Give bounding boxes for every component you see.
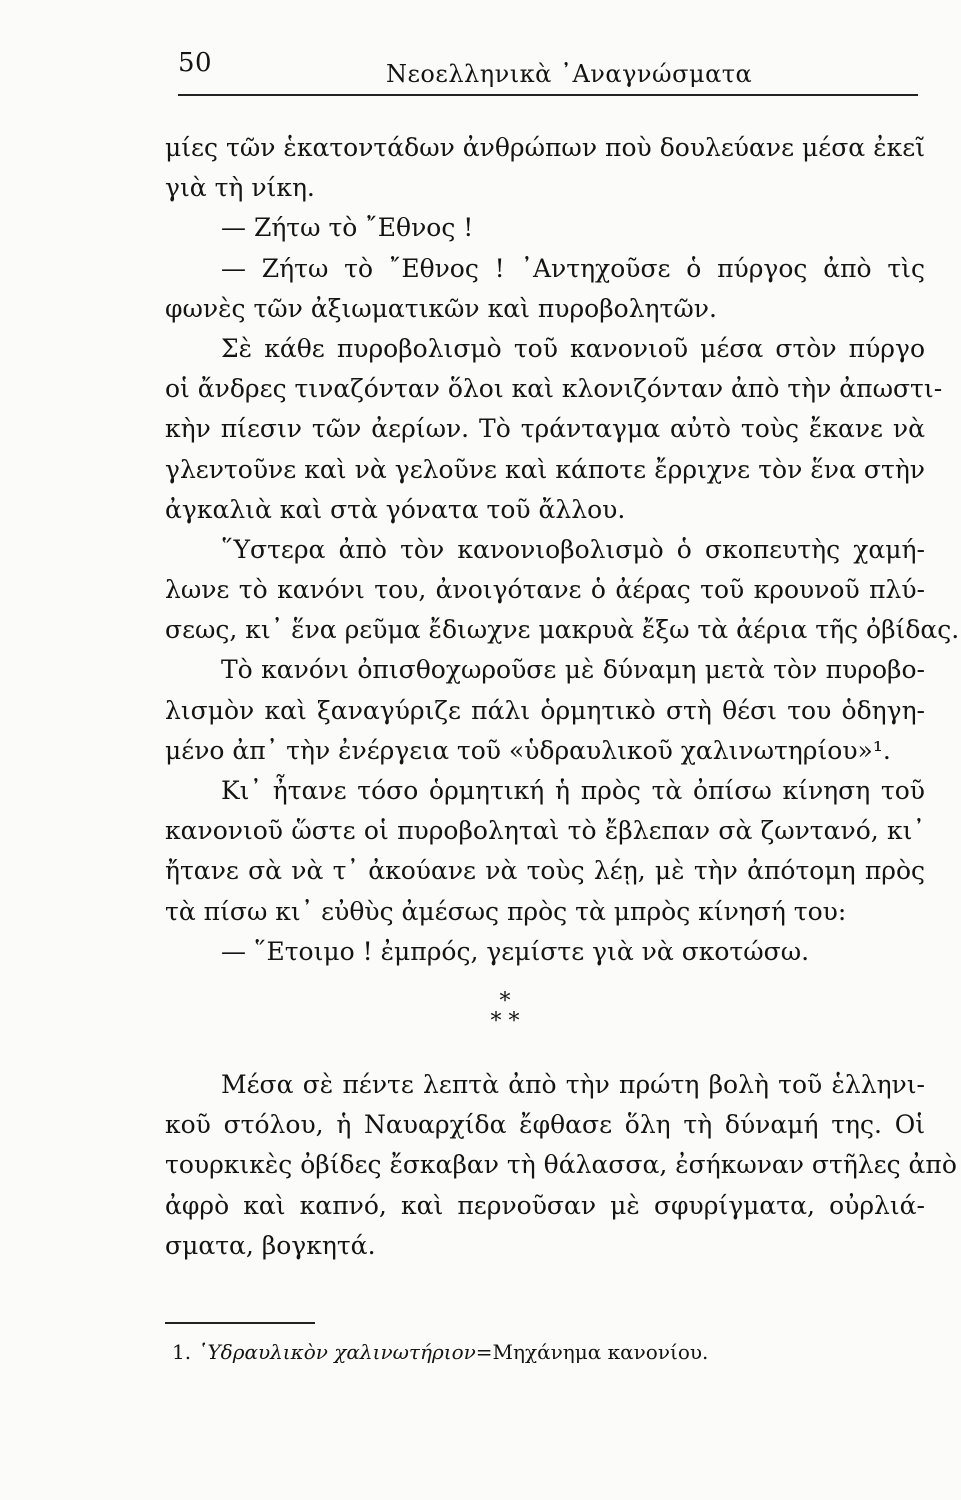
text-line: μίες τῶν ἑκατοντάδων ἀνθρώπων ποὺ δουλεύανε μέσα ἐκεῖ [165, 133, 925, 162]
section-break-top-star: * [499, 989, 511, 1014]
text-line: — ῞Ετοιμο ! ἐμπρός, γεμίστε γιὰ νὰ σκοτώσω. [221, 936, 810, 966]
section-break [470, 989, 540, 1034]
paragraph [165, 329, 943, 530]
text-line: κὴν πίεσιν τῶν ἀερίων. Τὸ τράνταγμα αὐτὸ τοὺς ἔκανε νὰ [165, 414, 925, 444]
footnote [172, 1340, 708, 1364]
text-line: σματα, βογκητά. [165, 1230, 376, 1260]
paragraph [165, 530, 960, 651]
text-line: ἤτανε σὰ νὰ τ᾿ ἀκούανε νὰ τοὺς λέῃ, μὲ τὴν ἀπότομη πρὸς [165, 856, 925, 886]
paragraph [165, 249, 925, 329]
second-section-text [165, 1065, 957, 1266]
text-line: — Ζήτω τὸ ῎Εθνος ! [221, 213, 474, 243]
text-line: κανονιοῦ ὥστε οἱ πυροβοληταὶ τὸ ἔβλεπαν σὰ ζωντανό, κι᾿ [165, 816, 925, 846]
text-line: γιὰ τὴ νίκη. [165, 173, 315, 203]
running-title: Νεοελληνικὰ ᾿Αναγνώσματα [386, 60, 753, 88]
text-line: κοῦ στόλου, ἡ Ναυαρχίδα ἔφθασε ὅλη τὴ δύναμή της. Οἱ [165, 1110, 925, 1140]
text-line: λισμὸν καὶ ξαναγύριζε πάλι ὁρμητικὸ στὴ θέσι του ὁδηγη- [165, 695, 925, 725]
text-line: ἀφρὸ καὶ καπνό, καὶ περνοῦσαν μὲ σφυρίγματα, οὐρλιά- [165, 1190, 925, 1220]
text-line: σεως, κι᾿ ἕνα ρεῦμα ἔδιωχνε μακρυὰ ἔξω τὰ ἀέρια τῆς ὀβίδας. [165, 615, 960, 645]
text-line: φωνὲς τῶν ἀξιωματικῶν καὶ πυροβολητῶν. [165, 293, 717, 323]
paragraph [165, 128, 925, 208]
text-line: τουρκικὲς ὀβίδες ἔσκαβαν τὴ θάλασσα, ἐσήκωναν στῆλες ἀπὸ [165, 1150, 957, 1180]
text-line: γλεντοῦνε καὶ νὰ γελοῦνε καὶ κάποτε ἔρριχνε τὸν ἕνα στὴν [165, 454, 925, 484]
text-line: Τὸ κανόνι ὀπισθοχωροῦσε μὲ δύναμη μετὰ τὸν πυροβο- [221, 655, 925, 685]
text-line: Μέσα σὲ πέντε λεπτὰ ἀπὸ τὴν πρώτη βολὴ τοῦ ἑλληνι- [221, 1070, 925, 1099]
text-line: — Ζήτω τὸ ῎Εθνος ! ᾿Αντηχοῦσε ὁ πύργος ἀπὸ τὶς [221, 253, 925, 283]
footnote-term: ῾Υδραυλικὸν χαλινωτήριον [197, 1340, 476, 1364]
header-rule [178, 94, 918, 96]
text-line: Κι᾿ ἦτανε τόσο ὁρμητική ἡ πρὸς τὰ ὀπίσω κίνηση τοῦ [221, 776, 925, 805]
text-line: Σὲ κάθε πυροβολισμὸ τοῦ κανονιοῦ μέσα στὸν πύργο [221, 333, 925, 363]
paragraph [165, 932, 925, 972]
footnote-separator: = [475, 1340, 493, 1364]
text-line: ῞Υστερα ἀπὸ τὸν κανονιοβολισμὸ ὁ σκοπευτὴς χαμή- [221, 534, 925, 564]
text-line: ἀγκαλιὰ καὶ στὰ γόνατα τοῦ ἄλλου. [165, 494, 626, 524]
text-line: λωνε τὸ κανόνι του, ἀνοιγότανε ὁ ἀέρας τοῦ κρουνοῦ πλύ- [165, 575, 925, 605]
body-text [165, 128, 960, 972]
text-line: τὰ πίσω κι᾿ εὐθὺς ἀμέσως πρὸς τὰ μπρὸς κίνησή του: [165, 896, 847, 926]
page-header [178, 48, 918, 98]
footnote-marker: 1. [172, 1340, 192, 1364]
footnote-rule [165, 1322, 315, 1324]
page-number: 50 [178, 48, 213, 78]
paragraph [165, 208, 925, 248]
text-line: μένο ἀπ᾿ τὴν ἐνέργεια τοῦ «ὑδραυλικοῦ χαλινωτηρίου»¹. [165, 735, 891, 765]
text-line: οἱ ἄνδρες τιναζόνταν ὅλοι καὶ κλονιζόνταν ἀπὸ τὴν ἀπωστι- [165, 374, 943, 404]
paragraph [165, 650, 925, 771]
footnote-definition: Μηχάνημα κανονίου. [492, 1340, 709, 1364]
paragraph [165, 771, 925, 932]
section-break-bottom-stars: * * [490, 1009, 520, 1034]
